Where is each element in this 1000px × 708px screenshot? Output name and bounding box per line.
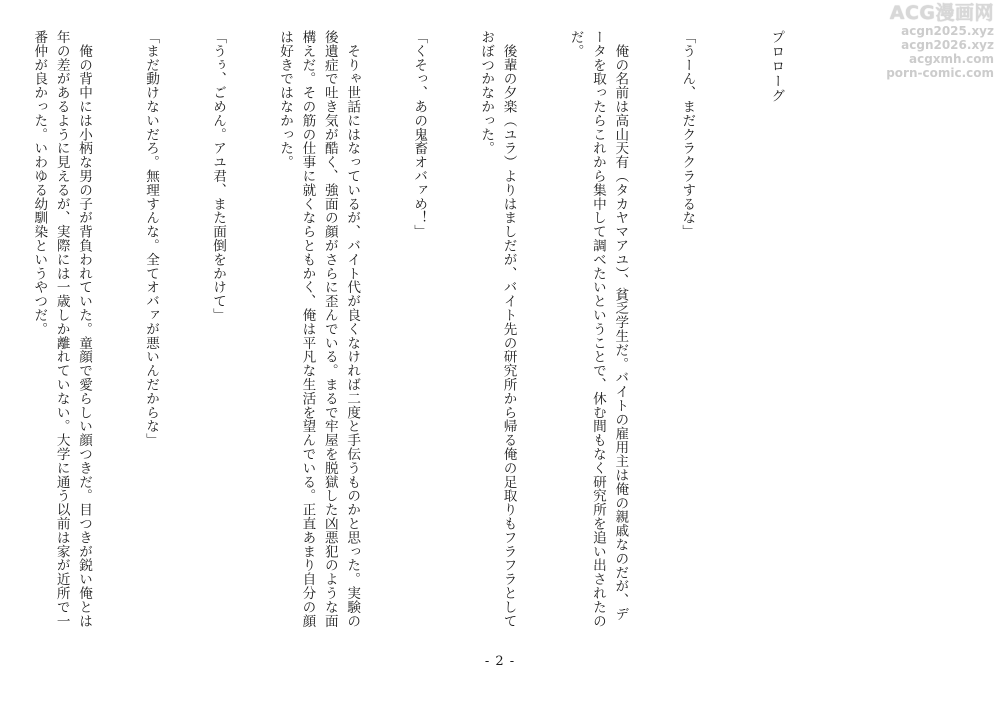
watermark-logo: ACG漫画网: [889, 2, 994, 24]
paragraph: 後輩の夕楽（ユラ）よりはましだが、バイト先の研究所から帰る俺の足取りもフラフラとしておぼつかなかった。: [478, 30, 517, 628]
paragraph: 俺の名前は高山天有（タカヤマアユ）、貧乏学生だ。バイトの雇用主は俺の親戚なのだが、データを取ったらこれから集中して調べたいということで、休む間もなく研究所を追い出されたのだ。: [567, 30, 629, 628]
watermark-url: acgn2026.xyz: [901, 38, 994, 52]
paragraph: そりゃ世話にはなっているが、バイト代が良くなければ二度と手伝うものかと思った。実験の後遺症で吐き気が酷く、強面の顔がさらに歪んでいる。まるで牢屋を脱獄した凶悪犯のような面構えだ。その筋の仕事に就くならともかく、俺は平凡な生活を望んでいる。正直あまり自分の顔は好きではなかった。: [277, 30, 361, 628]
watermark-url: porn-comic.com: [886, 66, 994, 80]
paragraph: 俺の背中には小柄な男の子が背負われていた。童顔で愛らしい顔つきだ。目つきが鋭い俺とは年の差があるように見えるが、実際には一歳しか離れていない。大学に通う以前は家が近所で一番仲が良かった。いわゆる幼馴染というやつだ。: [31, 30, 92, 628]
page-number: - 2 -: [484, 654, 516, 669]
watermark: [886, 2, 994, 80]
vertical-text-body: [0, 30, 832, 630]
paragraph: 「うぅ、ごめん。アユ君、また面倒をかけて」: [210, 30, 227, 322]
chapter-heading: プロローグ: [768, 30, 785, 103]
watermark-url: acgn2025.xyz: [901, 24, 994, 38]
paragraph: 「うーん、まだクラクラするな」: [679, 30, 696, 239]
watermark-url: acgxmh.com: [908, 52, 994, 66]
paragraph: 「まだ動けないだろ。無理すんな。全てオバァが悪いんだからな」: [143, 30, 160, 447]
paragraph: 「くそっ、あの鬼畜オバァめ！」: [411, 30, 428, 239]
